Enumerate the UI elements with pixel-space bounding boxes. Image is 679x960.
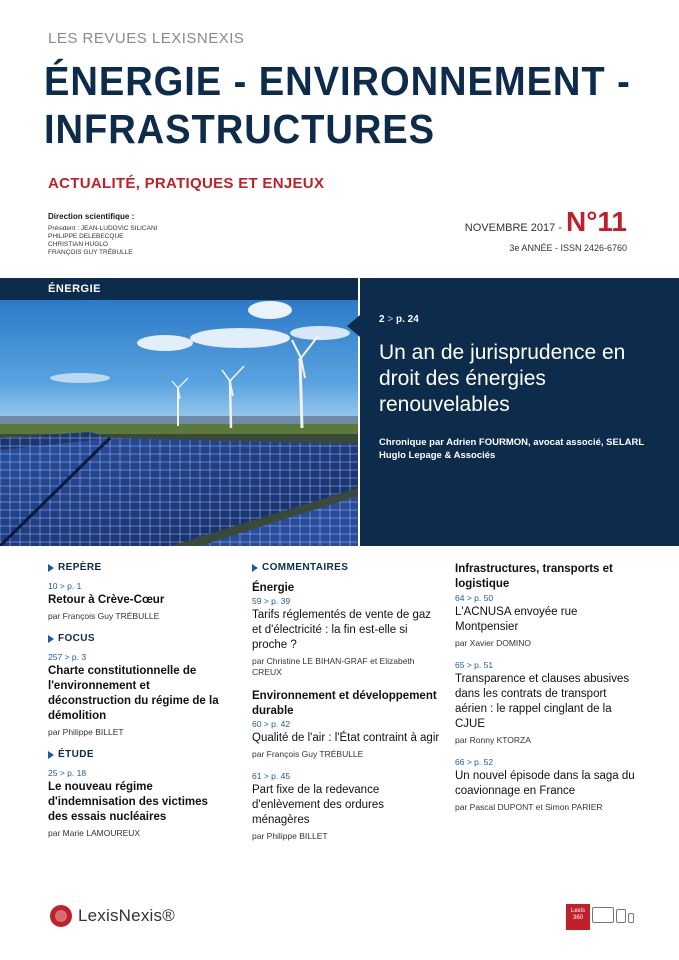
article-title[interactable]: Retour à Crève-Cœur bbox=[48, 594, 165, 606]
article-ref: 66 > p. 52 bbox=[455, 757, 494, 767]
journal-subtitle: ACTUALITÉ, PRATIQUES ET ENJEUX bbox=[48, 175, 325, 192]
article-author: par Philippe BILLET bbox=[252, 831, 328, 841]
issue-number: N°11 bbox=[565, 206, 627, 237]
feature-ref-num: 2 bbox=[379, 314, 385, 325]
article-author: par Xavier DOMINO bbox=[455, 638, 532, 648]
column-sections bbox=[48, 562, 228, 850]
article-author: par Christine LE BIHAN-GRAF et Elizabeth CREUX bbox=[252, 656, 415, 677]
article-author: par Ronny KTORZA bbox=[455, 735, 531, 745]
section-heading-focus bbox=[48, 633, 228, 644]
direction-member: PHILIPPE DELEBECQUE bbox=[48, 233, 124, 240]
direction-member: CHRISTIAN HUGLO bbox=[48, 241, 108, 248]
article-title[interactable]: L'ACNUSA envoyée rue Montpensier bbox=[455, 606, 578, 633]
feature-headline[interactable]: Un an de jurisprudence en droit des énergies renouvelables bbox=[379, 341, 626, 416]
feature-ref-arrow: > bbox=[387, 314, 394, 325]
feature-ref[interactable] bbox=[379, 314, 419, 325]
section-heading-text: FOCUS bbox=[58, 633, 95, 644]
article-title[interactable]: Qualité de l'air : l'État contraint à agir bbox=[252, 732, 440, 744]
section-heading-text: REPÈRE bbox=[58, 562, 102, 573]
feature-ref-page: p. 24 bbox=[395, 314, 419, 325]
article-author: par Philippe BILLET bbox=[48, 727, 124, 737]
publisher-name: LexisNexis® bbox=[78, 906, 175, 925]
section-heading-text: ÉTUDE bbox=[58, 749, 94, 760]
triangle-icon bbox=[252, 564, 258, 572]
triangle-icon bbox=[48, 564, 54, 572]
article-title[interactable]: Le nouveau régime d'indemnisation des victimes des essais nucléaires bbox=[48, 781, 208, 823]
devices-icon bbox=[592, 907, 634, 923]
article-title[interactable]: Part fixe de la redevance d'enlèvement des ordures ménagères bbox=[252, 784, 384, 826]
article-author: par Pascal DUPONT et Simon PARIER bbox=[455, 802, 603, 812]
column-commentaires bbox=[252, 562, 440, 853]
solar-panels-photo bbox=[0, 278, 358, 546]
badge-line1: Lexis bbox=[570, 908, 585, 914]
badge-line2: 360 bbox=[572, 915, 583, 921]
lexisnexis-logo bbox=[50, 905, 175, 927]
article-author: par François Guy TRÉBULLE bbox=[48, 611, 160, 621]
article-title[interactable]: Transparence et clauses abusives dans les contrats de transport aérien : le rappel cinglant de la CJUE bbox=[455, 673, 630, 730]
section-heading-commentaires bbox=[252, 562, 440, 573]
triangle-icon bbox=[48, 635, 54, 643]
section-heading-repere bbox=[48, 562, 228, 573]
article-ref: 10 > p. 1 bbox=[48, 581, 82, 591]
article-ref: 25 > p. 18 bbox=[48, 768, 87, 778]
column-infrastructures bbox=[455, 562, 635, 824]
section-heading-text: COMMENTAIRES bbox=[262, 562, 349, 573]
direction-member: FRANÇOIS GUY TRÉBULLE bbox=[48, 249, 133, 256]
article-ref: 61 > p. 45 bbox=[252, 771, 291, 781]
article-author: par François Guy TRÉBULLE bbox=[252, 749, 364, 759]
article-author: par Marie LAMOUREUX bbox=[48, 828, 141, 838]
section-heading-etude bbox=[48, 749, 228, 760]
article-ref: 59 > p. 39 bbox=[252, 596, 291, 606]
phone-icon bbox=[628, 913, 634, 923]
article-ref: 65 > p. 51 bbox=[455, 660, 494, 670]
lexis360-badge bbox=[566, 904, 590, 930]
article-title[interactable]: Charte constitutionnelle de l'environnement et déconstruction du régime de la démolition bbox=[48, 665, 219, 722]
laptop-icon bbox=[592, 907, 614, 923]
journal-title-line2: INFRASTRUCTURES bbox=[44, 106, 436, 152]
group-heading: Environnement et développement durable bbox=[252, 690, 437, 717]
issue-info bbox=[465, 206, 627, 238]
direction-member: Président : JEAN-LUDOVIC SILICANI bbox=[48, 225, 158, 232]
article-title[interactable]: Un nouvel épisode dans la saga du coavionnage en France bbox=[455, 770, 635, 797]
article-title[interactable]: Tarifs réglementés de vente de gaz et d'électricité : la fin est-elle si proche ? bbox=[252, 609, 431, 651]
feature-byline: Chronique par Adrien FOURMON, avocat associé, SELARL Huglo Lepage & Associés bbox=[379, 437, 644, 461]
article-ref: 64 > p. 50 bbox=[455, 593, 494, 603]
feature-block bbox=[0, 278, 679, 546]
group-heading: Infrastructures, transports et logistique bbox=[455, 563, 613, 590]
issue-meta: 3e ANNÉE - ISSN 2426-6760 bbox=[509, 243, 627, 253]
tablet-icon bbox=[616, 909, 626, 923]
lexisnexis-logo-icon bbox=[50, 905, 72, 927]
direction-label: Direction scientifique : bbox=[48, 212, 135, 221]
series-name: LES REVUES LEXISNEXIS bbox=[48, 30, 245, 47]
group-heading: Énergie bbox=[252, 582, 295, 594]
issue-date: NOVEMBRE 2017 - bbox=[464, 222, 562, 234]
panel-notch bbox=[347, 315, 360, 337]
category-label: ÉNERGIE bbox=[48, 283, 102, 295]
article-ref: 257 > p. 3 bbox=[48, 652, 87, 662]
journal-title-line1: ÉNERGIE - ENVIRONNEMENT - bbox=[44, 58, 631, 104]
triangle-icon bbox=[48, 751, 54, 759]
article-ref: 60 > p. 42 bbox=[252, 719, 291, 729]
